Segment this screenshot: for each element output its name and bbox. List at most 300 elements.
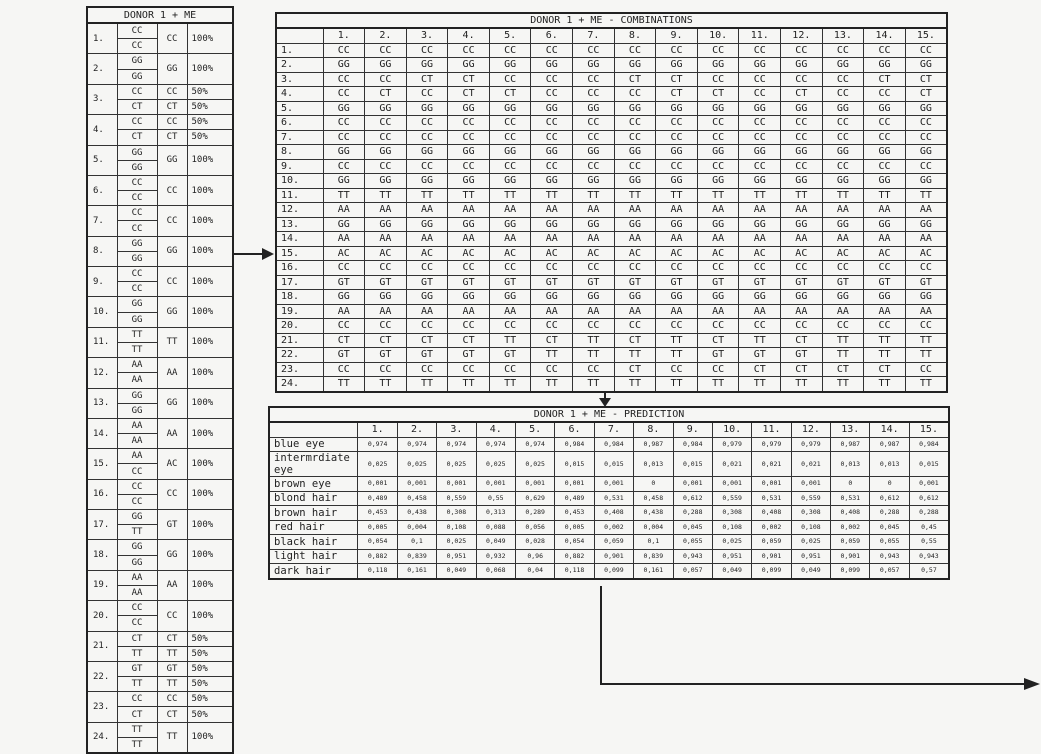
genotype-result: CC: [157, 115, 187, 130]
table-cell: GG: [573, 290, 615, 305]
table-cell: GG: [406, 217, 448, 232]
table-cell: GG: [739, 174, 781, 189]
table-cell: AA: [406, 203, 448, 218]
genotype-me: GG: [117, 403, 157, 418]
table-cell: CC: [697, 319, 739, 334]
row-label: 17.: [276, 275, 323, 290]
genotype-me: TT: [117, 646, 157, 661]
table-cell: AA: [739, 232, 781, 247]
table-row: [276, 333, 947, 348]
table-cell: CC: [489, 319, 531, 334]
table-cell: 0,901: [831, 549, 870, 564]
genotype-donor: GG: [117, 54, 157, 69]
genotype-me: CT: [117, 130, 157, 145]
table-cell: GT: [864, 275, 906, 290]
table-cell: CC: [739, 261, 781, 276]
table-cell: GT: [905, 275, 947, 290]
table-cell: GG: [905, 101, 947, 116]
table-cell: GG: [697, 174, 739, 189]
table-cell: GG: [489, 58, 531, 73]
column-header: 14.: [870, 422, 909, 437]
table-cell: 0,108: [437, 520, 476, 535]
genotype-result: CT: [157, 99, 187, 114]
table-cell: 0,308: [712, 506, 751, 521]
column-header: 8.: [634, 422, 673, 437]
table-cell: 0,099: [752, 564, 791, 579]
donor-row: [87, 358, 233, 373]
row-number: 14.: [87, 418, 117, 448]
table-cell: CC: [739, 116, 781, 131]
table-cell: GG: [656, 58, 698, 73]
table-cell: GG: [448, 174, 490, 189]
table-cell: AA: [531, 232, 573, 247]
table-cell: 0,901: [594, 549, 633, 564]
genotype-donor: TT: [117, 722, 157, 737]
row-number: 15.: [87, 449, 117, 479]
table-cell: 0,068: [476, 564, 515, 579]
table-cell: TT: [531, 348, 573, 363]
table-cell: AA: [365, 203, 407, 218]
probability: 50%: [187, 661, 233, 676]
table-cell: CC: [531, 261, 573, 276]
table-cell: 0,559: [437, 491, 476, 506]
table-cell: 0,612: [909, 491, 949, 506]
row-number: 2.: [87, 54, 117, 84]
table-cell: CT: [365, 333, 407, 348]
donor-row: [87, 540, 233, 555]
table-cell: GT: [406, 348, 448, 363]
table-cell: 0,001: [791, 477, 830, 492]
table-cell: AA: [781, 304, 823, 319]
table-cell: AA: [489, 232, 531, 247]
table-cell: GG: [697, 145, 739, 160]
table-row: [269, 506, 949, 521]
table-cell: CC: [448, 362, 490, 377]
genotype-result: TT: [157, 677, 187, 692]
genotype-result: AA: [157, 570, 187, 600]
table-cell: 0,987: [634, 437, 673, 452]
table-row: [276, 348, 947, 363]
row-label: 6.: [276, 116, 323, 131]
table-cell: TT: [905, 188, 947, 203]
table-cell: CC: [406, 362, 448, 377]
genotype-me: TT: [117, 737, 157, 753]
table-cell: CC: [323, 261, 365, 276]
row-number: 7.: [87, 206, 117, 236]
table-cell: 0,001: [555, 477, 594, 492]
probability: 100%: [187, 145, 233, 175]
genotype-result: CC: [157, 267, 187, 297]
table-cell: CC: [864, 130, 906, 145]
table-cell: 0,021: [712, 452, 751, 477]
table-row: [276, 43, 947, 58]
column-header: 13.: [831, 422, 870, 437]
table-cell: 0,049: [791, 564, 830, 579]
table-cell: 0,049: [437, 564, 476, 579]
table-cell: TT: [781, 377, 823, 392]
donor-row: [87, 267, 233, 282]
table-cell: AA: [448, 203, 490, 218]
table-cell: 0,025: [397, 452, 436, 477]
table-cell: 0: [634, 477, 673, 492]
table-cell: AC: [531, 246, 573, 261]
table-cell: GG: [864, 145, 906, 160]
row-label: 9.: [276, 159, 323, 174]
table-cell: 0,489: [358, 491, 397, 506]
genotype-donor: CT: [117, 631, 157, 646]
row-label: black hair: [269, 535, 358, 550]
table-cell: CC: [406, 43, 448, 58]
table-cell: CC: [614, 261, 656, 276]
table-cell: 0,025: [476, 452, 515, 477]
prediction-body: [269, 437, 949, 579]
table-cell: AA: [822, 232, 864, 247]
table-cell: CC: [781, 72, 823, 87]
column-header: 2.: [397, 422, 436, 437]
donor-row: [87, 175, 233, 190]
genotype-me: CT: [117, 99, 157, 114]
table-cell: 0,438: [634, 506, 673, 521]
table-cell: CC: [864, 261, 906, 276]
row-number: 8.: [87, 236, 117, 266]
table-cell: 0,161: [397, 564, 436, 579]
table-cell: 0,001: [358, 477, 397, 492]
column-header: 6.: [531, 28, 573, 43]
row-number: 5.: [87, 145, 117, 175]
column-header: 15.: [905, 28, 947, 43]
genotype-donor: CC: [117, 267, 157, 282]
table-cell: GG: [739, 290, 781, 305]
table-cell: TT: [448, 377, 490, 392]
table-cell: GT: [489, 275, 531, 290]
row-number: 10.: [87, 297, 117, 327]
table-cell: GG: [531, 290, 573, 305]
table-cell: CT: [656, 87, 698, 102]
table-cell: GT: [739, 275, 781, 290]
genotype-me: CC: [117, 494, 157, 509]
table-cell: AC: [323, 246, 365, 261]
table-cell: 0,882: [358, 549, 397, 564]
table-cell: GG: [365, 58, 407, 73]
table-cell: TT: [365, 377, 407, 392]
genotype-donor: AA: [117, 418, 157, 433]
table-cell: CT: [614, 362, 656, 377]
genotype-me: TT: [117, 677, 157, 692]
prediction-header-row: [269, 422, 949, 437]
table-cell: 0,288: [870, 506, 909, 521]
table-cell: GG: [739, 217, 781, 232]
table-cell: 0,979: [791, 437, 830, 452]
table-cell: CC: [822, 261, 864, 276]
table-cell: CC: [323, 43, 365, 58]
table-cell: 0,951: [437, 549, 476, 564]
table-cell: 0,984: [594, 437, 633, 452]
table-cell: GT: [614, 275, 656, 290]
table-cell: CC: [531, 43, 573, 58]
table-cell: TT: [822, 377, 864, 392]
table-cell: GG: [489, 290, 531, 305]
row-label: blue eye: [269, 437, 358, 452]
donor-row: [87, 631, 233, 646]
table-cell: CT: [614, 333, 656, 348]
combinations-table: [275, 12, 948, 393]
table-cell: TT: [531, 188, 573, 203]
table-cell: GG: [448, 101, 490, 116]
table-cell: GG: [489, 174, 531, 189]
donor-row: [87, 479, 233, 494]
table-cell: CC: [864, 116, 906, 131]
table-row: [269, 477, 949, 492]
table-cell: 0,951: [712, 549, 751, 564]
table-cell: CC: [656, 116, 698, 131]
table-cell: GG: [739, 145, 781, 160]
table-cell: 0,025: [515, 452, 554, 477]
column-header: 10.: [712, 422, 751, 437]
table-cell: AA: [739, 203, 781, 218]
genotype-result: AC: [157, 449, 187, 479]
table-cell: GG: [365, 101, 407, 116]
table-cell: 0,55: [476, 491, 515, 506]
table-cell: 0,943: [870, 549, 909, 564]
table-cell: CC: [489, 362, 531, 377]
table-cell: GG: [406, 101, 448, 116]
table-cell: TT: [739, 188, 781, 203]
table-cell: GG: [864, 290, 906, 305]
donor-row: [87, 449, 233, 464]
genotype-result: GG: [157, 388, 187, 418]
table-cell: GG: [864, 101, 906, 116]
table-cell: GG: [531, 174, 573, 189]
column-header: 5.: [489, 28, 531, 43]
table-cell: TT: [739, 377, 781, 392]
genotype-me: GG: [117, 312, 157, 327]
table-cell: AA: [323, 203, 365, 218]
table-cell: CC: [614, 116, 656, 131]
genotype-me: AA: [117, 434, 157, 449]
table-cell: TT: [531, 377, 573, 392]
table-cell: CC: [864, 159, 906, 174]
table-cell: 0,559: [791, 491, 830, 506]
table-cell: AA: [406, 304, 448, 319]
column-header: 7.: [573, 28, 615, 43]
table-cell: 0,1: [397, 535, 436, 550]
table-cell: AA: [365, 232, 407, 247]
table-cell: GG: [406, 290, 448, 305]
table-cell: CC: [656, 319, 698, 334]
table-cell: CC: [323, 130, 365, 145]
table-row: [276, 101, 947, 116]
probability: 100%: [187, 388, 233, 418]
table-cell: CT: [365, 87, 407, 102]
row-label: 24.: [276, 377, 323, 392]
row-label: intermrdiate eye: [269, 452, 358, 477]
table-cell: CT: [822, 362, 864, 377]
combinations-header-row: [276, 28, 947, 43]
table-cell: 0,408: [752, 506, 791, 521]
genotype-me: CC: [117, 191, 157, 206]
row-label: 8.: [276, 145, 323, 160]
table-cell: CC: [822, 159, 864, 174]
row-number: 12.: [87, 358, 117, 388]
genotype-me: AA: [117, 373, 157, 388]
table-cell: 0,489: [555, 491, 594, 506]
row-number: 18.: [87, 540, 117, 570]
table-cell: GG: [822, 174, 864, 189]
table-cell: AA: [656, 232, 698, 247]
table-cell: 0,559: [712, 491, 751, 506]
probability: 100%: [187, 418, 233, 448]
table-cell: GG: [323, 58, 365, 73]
column-header: 10.: [697, 28, 739, 43]
table-row: [276, 116, 947, 131]
table-row: [276, 203, 947, 218]
table-cell: CT: [448, 87, 490, 102]
donor-row: [87, 327, 233, 342]
table-cell: GG: [781, 174, 823, 189]
column-header: 12.: [781, 28, 823, 43]
genotype-result: TT: [157, 722, 187, 753]
genotype-donor: CC: [117, 206, 157, 221]
donor-row: [87, 54, 233, 69]
table-cell: CC: [573, 116, 615, 131]
table-cell: AA: [614, 304, 656, 319]
table-cell: TT: [406, 377, 448, 392]
genotype-me: GG: [117, 251, 157, 266]
table-cell: GG: [531, 58, 573, 73]
table-cell: AC: [365, 246, 407, 261]
table-cell: CT: [614, 72, 656, 87]
table-cell: 0,015: [555, 452, 594, 477]
table-cell: CT: [406, 333, 448, 348]
table-cell: 0,612: [673, 491, 712, 506]
genotype-result: GG: [157, 145, 187, 175]
table-row: [276, 217, 947, 232]
row-number: 20.: [87, 601, 117, 631]
table-cell: 0,055: [870, 535, 909, 550]
table-cell: 0,013: [831, 452, 870, 477]
table-cell: CC: [531, 116, 573, 131]
table-cell: 0,984: [555, 437, 594, 452]
table-cell: 0,974: [397, 437, 436, 452]
table-row: [276, 87, 947, 102]
table-cell: CC: [365, 43, 407, 58]
table-cell: GG: [781, 145, 823, 160]
probability: 50%: [187, 707, 233, 722]
table-cell: 0,408: [594, 506, 633, 521]
table-cell: CC: [905, 261, 947, 276]
table-cell: 0,974: [358, 437, 397, 452]
probability: 100%: [187, 297, 233, 327]
row-label: 18.: [276, 290, 323, 305]
table-cell: CT: [781, 87, 823, 102]
table-cell: CC: [614, 43, 656, 58]
table-cell: CC: [822, 72, 864, 87]
table-cell: 0,974: [476, 437, 515, 452]
table-cell: CT: [781, 362, 823, 377]
table-cell: CC: [614, 87, 656, 102]
table-cell: 0,001: [712, 477, 751, 492]
row-label: blond hair: [269, 491, 358, 506]
table-cell: GG: [614, 290, 656, 305]
genotype-me: CC: [117, 39, 157, 54]
table-cell: GT: [697, 275, 739, 290]
row-label: red hair: [269, 520, 358, 535]
arrow-down-icon: [597, 392, 613, 408]
table-cell: CC: [656, 159, 698, 174]
genotype-me: TT: [117, 342, 157, 357]
row-number: 24.: [87, 722, 117, 753]
donor-row: [87, 236, 233, 251]
table-cell: GT: [489, 348, 531, 363]
probability: 50%: [187, 646, 233, 661]
table-cell: AA: [697, 203, 739, 218]
table-cell: 0,453: [358, 506, 397, 521]
table-row: [276, 130, 947, 145]
table-cell: AA: [489, 304, 531, 319]
table-cell: TT: [864, 377, 906, 392]
table-cell: 0,882: [555, 549, 594, 564]
genotype-donor: CC: [117, 23, 157, 39]
table-cell: GG: [905, 290, 947, 305]
table-cell: CC: [489, 116, 531, 131]
column-header: 7.: [594, 422, 633, 437]
table-cell: TT: [489, 333, 531, 348]
genotype-donor: GG: [117, 236, 157, 251]
table-cell: AA: [323, 304, 365, 319]
table-cell: AC: [614, 246, 656, 261]
row-number: 17.: [87, 510, 117, 540]
column-header: 4.: [448, 28, 490, 43]
table-cell: CC: [781, 319, 823, 334]
table-cell: GG: [365, 145, 407, 160]
row-label: 19.: [276, 304, 323, 319]
table-cell: CC: [365, 72, 407, 87]
table-cell: AA: [323, 232, 365, 247]
genotype-result: CC: [157, 692, 187, 707]
table-cell: TT: [781, 188, 823, 203]
table-cell: 0,313: [476, 506, 515, 521]
probability: 100%: [187, 570, 233, 600]
table-cell: GG: [365, 174, 407, 189]
table-cell: GG: [656, 217, 698, 232]
genotype-result: CT: [157, 707, 187, 722]
table-row: [276, 145, 947, 160]
table-cell: AC: [406, 246, 448, 261]
genotype-result: TT: [157, 646, 187, 661]
genotype-donor: AA: [117, 570, 157, 585]
table-cell: 0: [870, 477, 909, 492]
row-label: dark hair: [269, 564, 358, 579]
table-cell: GG: [822, 145, 864, 160]
table-cell: AC: [656, 246, 698, 261]
table-cell: CT: [323, 333, 365, 348]
donor-row: [87, 206, 233, 221]
table-cell: GG: [864, 58, 906, 73]
table-row: [276, 362, 947, 377]
table-cell: CC: [905, 116, 947, 131]
genotype-donor: CC: [117, 175, 157, 190]
donor-row: [87, 722, 233, 737]
row-label: 20.: [276, 319, 323, 334]
table-cell: CC: [656, 130, 698, 145]
table-row: [269, 520, 949, 535]
column-header: 1.: [323, 28, 365, 43]
table-cell: CC: [739, 159, 781, 174]
probability: 100%: [187, 23, 233, 54]
table-cell: 0,013: [634, 452, 673, 477]
table-cell: GG: [656, 145, 698, 160]
arrow-right-icon: [232, 246, 276, 262]
